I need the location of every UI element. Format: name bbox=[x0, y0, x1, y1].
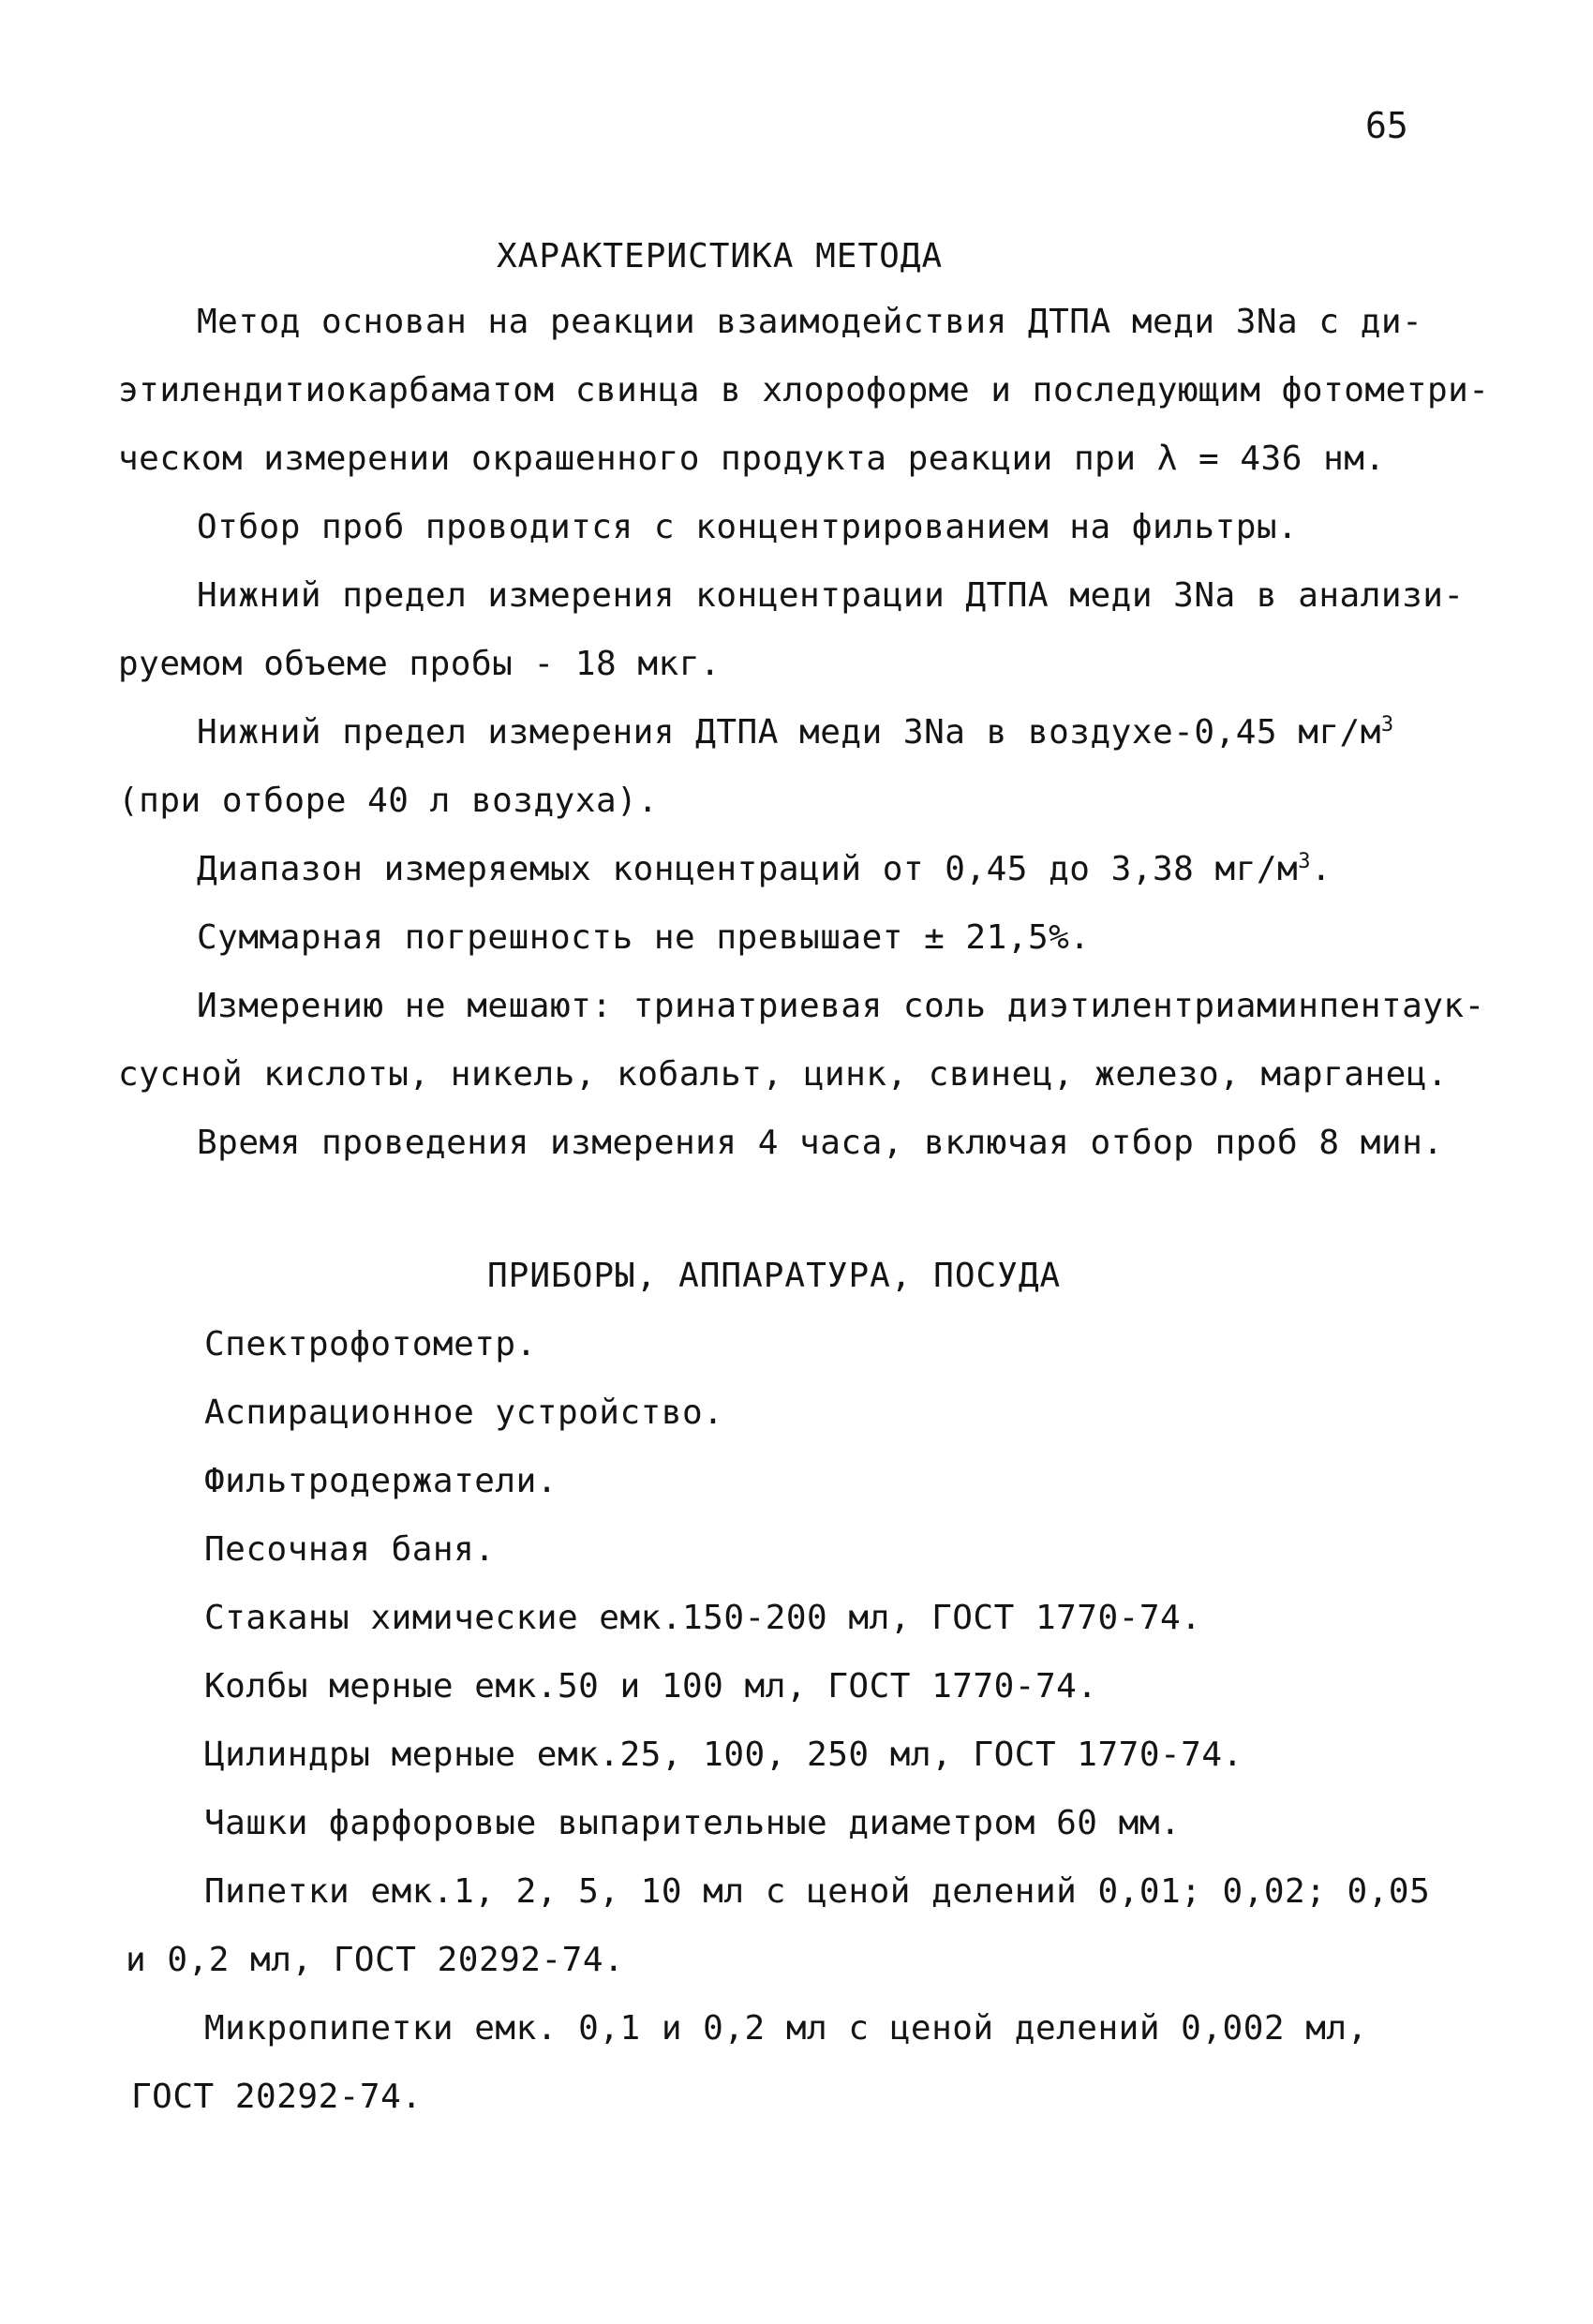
paragraph-line: Отбор проб проводится с концентрированием на фильтры. bbox=[197, 508, 1299, 546]
superscript-cube: 3 bbox=[1380, 713, 1394, 737]
paragraph-line: Время проведения измерения 4 часа, включая отбор проб 8 мин. bbox=[197, 1124, 1444, 1162]
list-item-continuation: и 0,2 мл, ГОСТ 20292-74. bbox=[126, 1941, 625, 1979]
paragraph-line: руемом объеме пробы - 18 мкг. bbox=[118, 645, 722, 683]
page-number: 65 bbox=[1365, 105, 1408, 146]
paragraph-line: ческом измерении окрашенного продукта реакции при λ = 436 нм. bbox=[118, 439, 1386, 478]
paragraph-line: сусной кислоты, никель, кобальт, цинк, свинец, железо, марганец. bbox=[118, 1055, 1449, 1094]
list-item: Стаканы химические емк.150-200 мл, ГОСТ 1770-74. bbox=[204, 1599, 1202, 1637]
superscript-cube: 3 bbox=[1298, 850, 1311, 873]
list-item: Спектрофотометр. bbox=[204, 1325, 537, 1363]
section-heading-method-characteristics: ХАРАКТЕРИСТИКА МЕТОДА bbox=[497, 237, 944, 276]
list-item: Песочная баня. bbox=[204, 1530, 496, 1569]
paragraph-line: Метод основан на реакции взаимодействия ДТПА меди 3Na с ди- bbox=[197, 303, 1423, 341]
list-item: Аспирационное устройство. bbox=[204, 1393, 724, 1432]
paragraph-line-with-unit bbox=[197, 849, 1332, 890]
paragraph-line: этилендитиокарбаматом свинца в хлороформе и последующим фотометри- bbox=[118, 371, 1490, 410]
list-item: Микропипетки емк. 0,1 и 0,2 мл с ценой делений 0,002 мл, bbox=[204, 2009, 1368, 2048]
list-item: Цилиндры мерные емк.25, 100, 250 мл, ГОСТ 1770-74. bbox=[204, 1736, 1243, 1774]
paragraph-line-text: Диапазон измеряемых концентраций от 0,45 до 3,38 мг/м bbox=[197, 850, 1299, 888]
paragraph-line: Суммарная погрешность не превышает ± 21,5%. bbox=[197, 918, 1091, 957]
paragraph-line-with-unit bbox=[197, 712, 1394, 753]
paragraph-line: (при отборе 40 л воздуха). bbox=[118, 782, 659, 820]
line-end-dot: . bbox=[1310, 850, 1332, 888]
list-item-continuation: ГОСТ 20292-74. bbox=[131, 2078, 423, 2116]
list-item: Колбы мерные емк.50 и 100 мл, ГОСТ 1770-74. bbox=[204, 1667, 1098, 1706]
section-heading-equipment: ПРИБОРЫ, АППАРАТУРА, ПОСУДА bbox=[487, 1257, 1062, 1295]
paragraph-line: Измерению не мешают: тринатриевая соль диэтилентриаминпентаук- bbox=[197, 987, 1485, 1025]
list-item: Пипетки емк.1, 2, 5, 10 мл с ценой делений 0,01; 0,02; 0,05 bbox=[204, 1872, 1431, 1911]
paragraph-line-text: Нижний предел измерения ДТПА меди 3Na в воздухе-0,45 мг/м bbox=[197, 713, 1381, 752]
list-item: Чашки фарфоровые выпарительные диаметром 60 мм. bbox=[204, 1804, 1182, 1842]
list-item: Фильтродержатели. bbox=[204, 1462, 558, 1500]
paragraph-line: Нижний предел измерения концентрации ДТПА меди 3Na в анализи- bbox=[197, 576, 1465, 615]
